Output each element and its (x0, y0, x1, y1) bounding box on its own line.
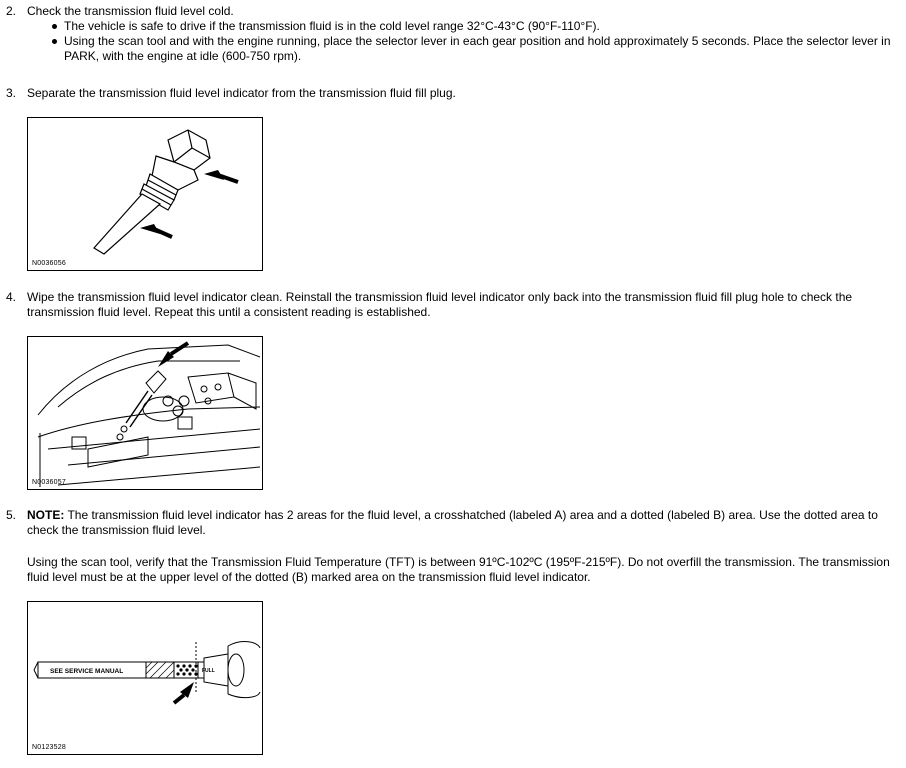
transmission-case-illustration (28, 337, 262, 489)
step-number: 3. (6, 86, 17, 100)
step-2 (6, 4, 896, 64)
figure-id: N0036057 (32, 479, 66, 486)
figure-id: N0123528 (32, 744, 66, 751)
note-paragraph (27, 508, 896, 538)
note-label: NOTE: (27, 508, 65, 522)
bullet-list (27, 19, 896, 64)
step-text: Separate the transmission fluid level indicator from the transmission fluid fill plug. (27, 86, 456, 100)
service-manual-label: SEE SERVICE MANUAL (50, 668, 124, 675)
step-number: 2. (6, 4, 17, 18)
figure-level-indicator-markings (27, 601, 263, 755)
figure-indicator-installed (27, 336, 263, 490)
bullet-item: Using the scan tool and with the engine running, place the selector lever in each gear position and hold approximately 5 seconds. Place the selector lever in PARK, with the engine at idle (600-750 rpm). (27, 34, 896, 64)
figure-id: N0036056 (32, 260, 66, 267)
full-label: FULL (202, 668, 215, 674)
step-3 (6, 86, 896, 101)
figure-fill-plug-indicator (27, 117, 263, 271)
step-text: Using the scan tool, verify that the Transmission Fluid Temperature (TFT) is between 91ºC-102ºC (195ºF-215ºF). Do not overfill the transmission. The transmission fluid level must be at the upper level of the dotted (B) marked area on the transmission fluid level indicator. (27, 555, 890, 584)
step-number: 5. (6, 508, 17, 522)
bullet-item: The vehicle is safe to drive if the transmission fluid is in the cold level range 32°C-43°C (90°F-110°F). (27, 19, 896, 34)
step-number: 4. (6, 290, 17, 304)
note-text: The transmission fluid level indicator has 2 areas for the fluid level, a crosshatched (labeled A) area and a dotted (labeled B) area. Use the dotted area to check the transmission fluid level. (27, 508, 878, 537)
step-text: Wipe the transmission fluid level indicator clean. Reinstall the transmission fluid level indicator only back into the transmission fluid fill plug hole to check the transmission fluid level. Repeat this until a consistent reading is established. (27, 290, 853, 319)
step-5 (6, 508, 896, 585)
level-indicator-illustration (28, 602, 262, 754)
step-4 (6, 290, 896, 320)
fill-plug-illustration (28, 118, 262, 270)
step-text: Check the transmission fluid level cold. (27, 4, 234, 18)
